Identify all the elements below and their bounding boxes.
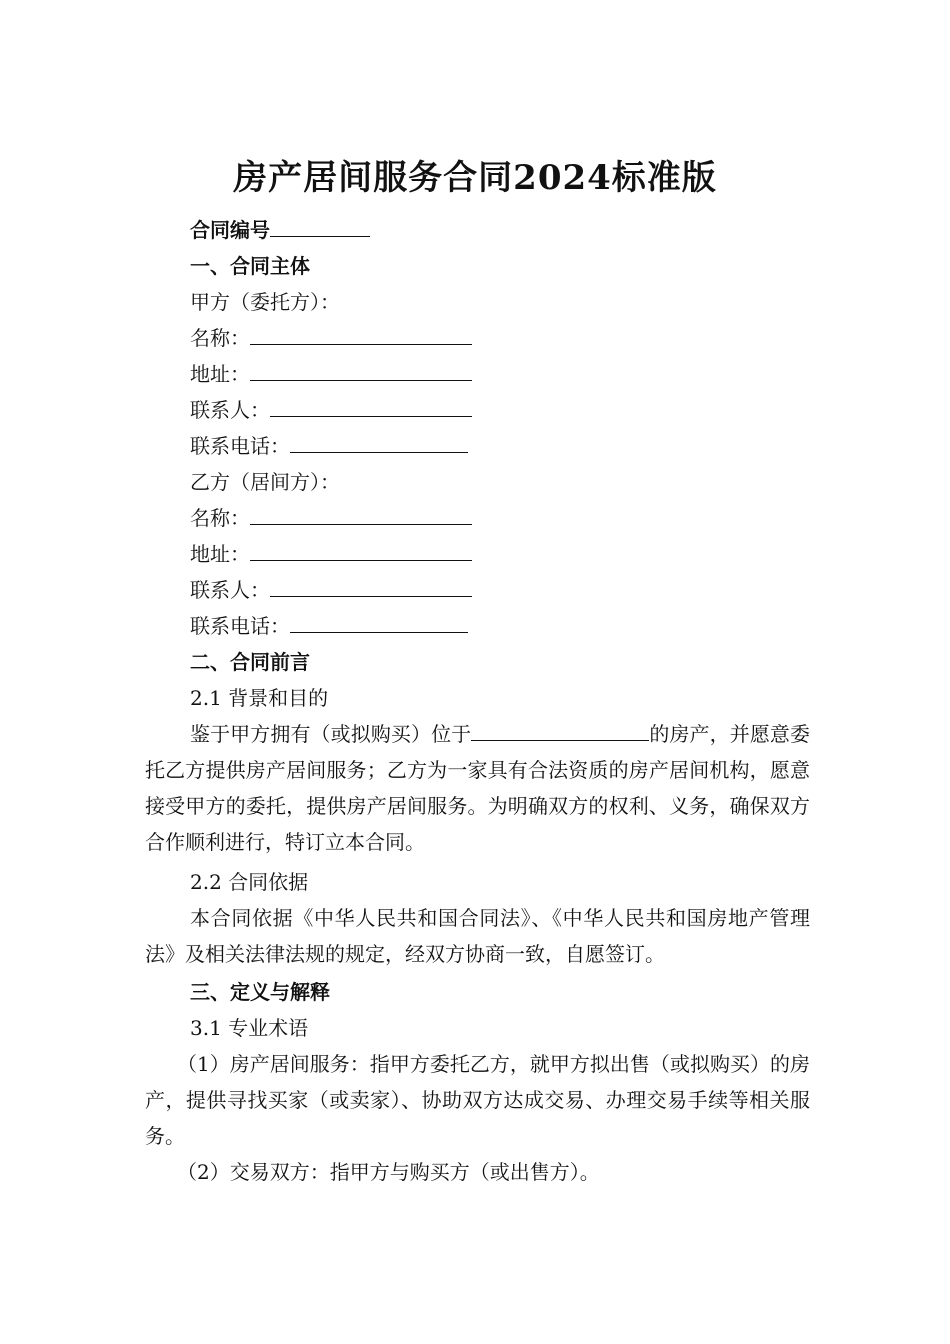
party-a-label: 甲方（委托方）： xyxy=(190,290,340,314)
party-b-address-blank[interactable] xyxy=(250,540,472,561)
party-b-label: 乙方（居间方）： xyxy=(190,470,340,494)
paragraph-2-1-text-before: 鉴于甲方拥有（或拟购买）位于 xyxy=(190,722,472,746)
party-a-name-label: 名称： xyxy=(190,326,250,350)
party-b-name-blank[interactable] xyxy=(250,504,472,525)
paragraph-2-1-text-after: 的房产，并愿意委托乙方提供房产居间服务；乙方为一家具有合法资质的房产居间机构，愿意接受甲方的委托，提供房产居间服务。为明确双方的权利、义务，确保双方合作顺利进行，特订立本合同。 xyxy=(145,722,811,854)
party-a-name-line xyxy=(190,324,472,352)
party-a-contact-line xyxy=(190,396,472,424)
party-a-address-label: 地址： xyxy=(190,362,250,386)
party-b-contact-label: 联系人： xyxy=(190,578,270,602)
contract-number-line xyxy=(190,216,370,244)
section-3-heading: 三、定义与解释 xyxy=(190,980,330,1004)
party-a-name-blank[interactable] xyxy=(250,324,472,345)
party-a-phone-line xyxy=(190,432,468,460)
party-a-phone-label: 联系电话： xyxy=(190,434,290,458)
section-1-heading: 一、合同主体 xyxy=(190,254,310,278)
term-2-paragraph: （2）交易双方：指甲方与购买方（或出售方）。 xyxy=(177,1160,600,1184)
term-1-paragraph: （1）房产居间服务：指甲方委托乙方，就甲方拟出售（或拟购买）的房产，提供寻找买家（或卖家）、协助双方达成交易、办理交易手续等相关服务。 xyxy=(145,1052,810,1148)
party-a-address-line xyxy=(190,360,472,388)
paragraph-2-1 xyxy=(145,716,810,860)
subsection-2-1-title: 2.1 背景和目的 xyxy=(190,686,329,710)
party-b-phone-label: 联系电话： xyxy=(190,614,290,638)
party-b-contact-blank[interactable] xyxy=(270,576,472,597)
party-b-contact-line xyxy=(190,576,472,604)
paragraph-2-2: 本合同依据《中华人民共和国合同法》、《中华人民共和国房地产管理法》及相关法律法规的规定，经双方协商一致，自愿签订。 xyxy=(145,906,810,966)
party-b-address-label: 地址： xyxy=(190,542,250,566)
subsection-3-1-title: 3.1 专业术语 xyxy=(190,1016,309,1040)
party-a-contact-label: 联系人： xyxy=(190,398,270,422)
section-2-heading: 二、合同前言 xyxy=(190,650,310,674)
contract-number-label: 合同编号 xyxy=(190,218,270,242)
party-a-phone-blank[interactable] xyxy=(290,432,468,453)
party-a-address-blank[interactable] xyxy=(250,360,472,381)
document-title: 房产居间服务合同2024标准版 xyxy=(233,158,717,198)
party-b-phone-blank[interactable] xyxy=(290,612,468,633)
property-location-blank[interactable] xyxy=(471,720,649,741)
party-b-phone-line xyxy=(190,612,468,640)
party-b-address-line xyxy=(190,540,472,568)
contract-number-blank[interactable] xyxy=(270,216,370,237)
party-a-contact-blank[interactable] xyxy=(270,396,472,417)
party-b-name-line xyxy=(190,504,472,532)
subsection-2-2-title: 2.2 合同依据 xyxy=(190,870,309,894)
party-b-name-label: 名称： xyxy=(190,506,250,530)
